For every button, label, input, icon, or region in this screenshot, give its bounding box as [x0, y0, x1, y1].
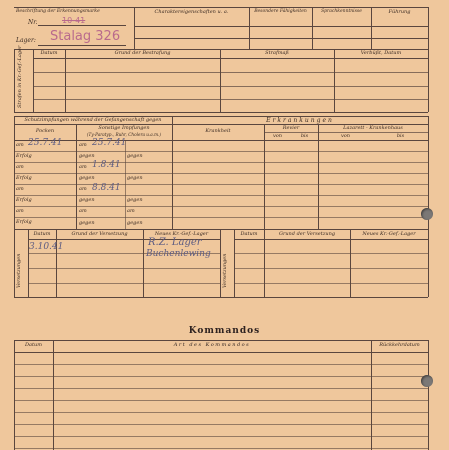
kommandos-col-rueckkehr: Rückkehrdatum [379, 342, 420, 348]
rule [134, 26, 428, 27]
rule [28, 268, 220, 269]
rule [14, 7, 428, 8]
sonstige-gegen-1: gegen [79, 153, 95, 159]
nr-label: Nr. [28, 19, 38, 26]
rule [14, 217, 428, 218]
kommandos-col-datum: Datum [25, 342, 42, 348]
rule [28, 283, 220, 284]
pocken-erfolg-2: Erfolg [16, 175, 32, 181]
rule [33, 72, 428, 73]
pocken-am-4: am [16, 208, 24, 214]
versetzungen-col-datum-right: Datum [240, 231, 258, 237]
rule [14, 184, 428, 185]
lager-label: Lager: [16, 37, 36, 44]
sonstige-date-2: 1.8.41 [92, 160, 121, 170]
strafen-col-strafmass: Strafmaß [265, 50, 289, 56]
rule [234, 253, 428, 254]
pocken-date-1: 25.7.41 [28, 138, 63, 148]
sonstige-date-1: 25.7.41 [92, 138, 127, 148]
erkrankungen-lazarett: Lazarett - Krankenhaus [343, 125, 403, 131]
versetzungen-col-datum-left: Datum [33, 231, 51, 237]
sonstige-gegen-3: gegen [79, 197, 95, 203]
erkrankungen-lazarett-von: von [340, 133, 351, 139]
versetzungen-side-label-left: Versetzungen [16, 253, 22, 288]
rule [14, 340, 428, 341]
sonstige-gegen-3b: gegen [127, 197, 143, 203]
table-row [14, 400, 428, 401]
rule [14, 173, 428, 174]
erkrankungen-revier: Revier [282, 125, 300, 131]
versetzungen-col-neues-right: Neues Kr.-Gef.-Lager [362, 231, 416, 237]
lager-stamp: Stalag 326 [50, 29, 121, 44]
impfungen-heading: Schutzimpfungen während der Gefangenschaft gegen [24, 117, 162, 123]
rule [14, 49, 15, 112]
rule [134, 38, 428, 39]
rule [14, 112, 428, 113]
rule [234, 283, 428, 284]
sonstige-date-3: 8.8.41 [92, 183, 121, 193]
erkrankungen-heading: Erkrankungen [266, 117, 334, 124]
rule [33, 99, 428, 100]
pocken-erfolg-4: Erfolg [16, 219, 32, 225]
header-col4: Sprachkenntnisse [321, 9, 362, 14]
sonstige-gegen-4b: gegen [127, 220, 143, 226]
rule [371, 340, 372, 450]
nr-stamp: 10-41 [62, 16, 86, 25]
kommandos-title: Kommandos [188, 326, 261, 336]
sonstige-gegen-1b: gegen [127, 153, 143, 159]
strafen-col-grund: Grund der Bestrafung [114, 50, 171, 56]
header-col2: Charaktereigenschaften u. a. [154, 9, 229, 15]
pocken-am-3: am [16, 186, 24, 192]
erkrankungen-krankheit: Krankheit [205, 128, 231, 134]
header-col1: Beschriftung der Erkennungsmarke [16, 9, 100, 14]
versetzungen-entry-lager2: Buchenlewing [146, 249, 211, 259]
strafen-col-datum: Datum [40, 50, 58, 56]
table-row [14, 412, 428, 413]
rule [14, 206, 428, 207]
rule [14, 297, 428, 298]
rule [14, 151, 428, 152]
table-row [14, 448, 428, 449]
sonstige-am-1: am [79, 142, 87, 148]
impfungen-sonstige: Sonstige Impfungen [98, 125, 150, 131]
pocken-am-1: am [16, 142, 24, 148]
sonstige-am-4: am [79, 208, 87, 214]
sonstige-gegen-4: gegen [79, 220, 95, 226]
rule [428, 7, 429, 112]
versetzungen-col-grund-right: Grund der Versetzung [278, 231, 336, 237]
pocken-erfolg-1: Erfolg [16, 153, 32, 159]
rule [38, 25, 126, 26]
strafen-col-verbuesst: Verbüßt, Datum [360, 50, 402, 56]
rule [33, 86, 428, 87]
rule [53, 340, 54, 450]
erkrankungen-lazarett-bis: bis [396, 133, 405, 139]
strafen-side-label: Strafen in Kr.-Gef.-Lager [17, 45, 23, 108]
versetzungen-entry-lager: R.Z. Lager [148, 237, 202, 248]
rule [14, 229, 428, 230]
versetzungen-col-grund-left: Grund der Versetzung [71, 231, 128, 237]
versetzungen-entry-datum: 3.10.41 [29, 242, 64, 252]
sonstige-am-2: am [79, 164, 87, 170]
rule [14, 340, 15, 450]
table-row [14, 364, 428, 365]
punch-hole [421, 375, 433, 387]
table-row [14, 424, 428, 425]
versetzungen-side-label-right: Versetzungen [222, 253, 228, 288]
rule [14, 140, 428, 141]
table-row [14, 376, 428, 377]
sonstige-am-4b: am [127, 208, 135, 214]
rule [14, 229, 15, 297]
impfungen-sonstige-sub: (Ty-Paratyp., Ruhr, Cholera u.a.m.) [86, 132, 162, 137]
rule [234, 268, 428, 269]
rule [14, 162, 428, 163]
rule [14, 195, 428, 196]
rule [234, 239, 428, 240]
rule [220, 229, 221, 297]
punch-hole [421, 208, 433, 220]
rule [428, 340, 429, 450]
header-col5: Führung [388, 9, 411, 15]
rule [38, 45, 126, 46]
sonstige-gegen-2: gegen [79, 175, 95, 181]
sonstige-am-3: am [79, 186, 87, 192]
erkrankungen-revier-von: von [272, 133, 283, 139]
sonstige-gegen-2b: gegen [127, 175, 143, 181]
table-row [14, 436, 428, 437]
pocken-am-2: am [16, 164, 24, 170]
rule [33, 58, 428, 59]
versetzungen-col-neues-left: Neues Kr.-Gef.-Lager [154, 231, 209, 237]
erkrankungen-revier-bis: bis [300, 133, 309, 139]
pocken-erfolg-3: Erfolg [16, 197, 32, 203]
header-col3: Besondere Fähigkeiten [254, 9, 307, 14]
rule [14, 352, 428, 353]
impfungen-pocken: Pocken [35, 128, 55, 134]
rule [428, 229, 429, 297]
table-row [14, 388, 428, 389]
kommandos-col-art: Art des Kommandos [173, 342, 251, 348]
